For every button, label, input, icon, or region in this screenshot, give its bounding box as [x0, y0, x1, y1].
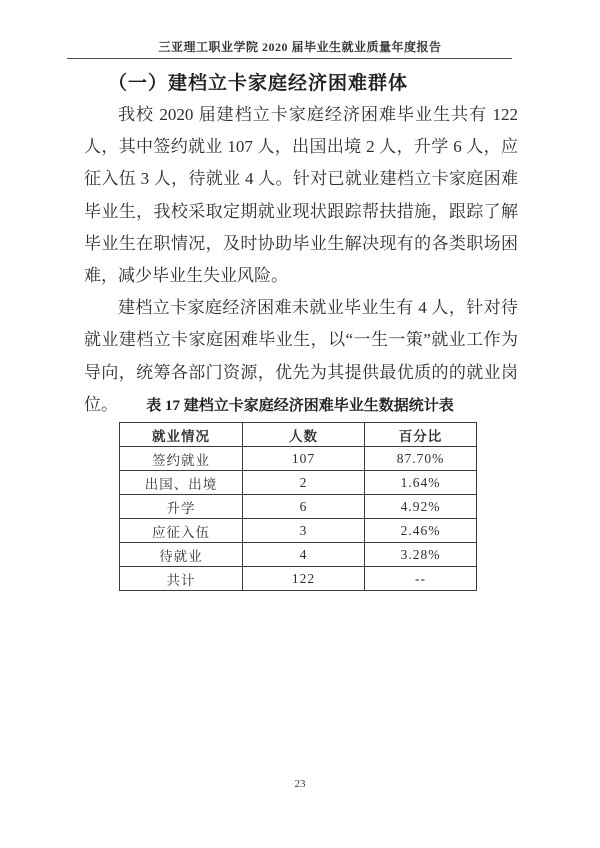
cell-count: 122	[243, 567, 365, 591]
cell-count: 3	[243, 519, 365, 543]
paragraph-2: 建档立卡家庭经济困难未就业毕业生有 4 人，针对待就业建档立卡家庭困难毕业生，以“一生一策”就业工作为导向，统筹各部门资源，优先为其提供最优质的的就业岗位。	[84, 298, 518, 414]
cell-category: 共计	[120, 567, 243, 591]
cell-percent: --	[365, 567, 477, 591]
table-row	[120, 519, 477, 543]
cell-category: 应征入伍	[120, 519, 243, 543]
cell-category: 升学	[120, 495, 243, 519]
body-text-block	[84, 99, 518, 421]
cell-category: 出国、出境	[120, 471, 243, 495]
table-row	[120, 471, 477, 495]
cell-count: 4	[243, 543, 365, 567]
table-caption: 表 17 建档立卡家庭经济困难毕业生数据统计表	[146, 398, 454, 414]
cell-percent: 3.28%	[365, 543, 477, 567]
page-number: 23	[294, 778, 306, 790]
cell-count: 6	[243, 495, 365, 519]
employment-data-table	[119, 422, 477, 591]
paragraph-1: 我校 2020 届建档立卡家庭经济困难毕业生共有 122 人，其中签约就业 107 人，出国出境 2 人，升学 6 人，应征入伍 3 人，待就业 4 人。针对已就业建档立卡家庭困难毕业生，我校采取定期就业现状跟踪帮扶措施，跟踪了解毕业生在职情况，及时协助毕业生解决现有的各类职场困难，减少毕业生失业风险。	[84, 105, 518, 286]
table-row-total	[120, 567, 477, 591]
cell-percent: 4.92%	[365, 495, 477, 519]
cell-category: 待就业	[120, 543, 243, 567]
running-header: 三亚理工职业学院 2020 届毕业生就业质量年度报告	[158, 40, 442, 54]
table-row	[120, 543, 477, 567]
column-header-percentage: 百分比	[365, 423, 477, 447]
cell-percent: 87.70%	[365, 447, 477, 471]
cell-count: 2	[243, 471, 365, 495]
section-heading: （一）建档立卡家庭经济困难群体	[108, 73, 409, 94]
column-header-count: 人数	[243, 423, 365, 447]
cell-count: 107	[243, 447, 365, 471]
header-rule-divider	[67, 58, 512, 59]
table-header-row	[120, 423, 477, 447]
cell-category: 签约就业	[120, 447, 243, 471]
column-header-employment-status: 就业情况	[120, 423, 243, 447]
cell-percent: 1.64%	[365, 471, 477, 495]
cell-percent: 2.46%	[365, 519, 477, 543]
table-row	[120, 495, 477, 519]
table-row	[120, 447, 477, 471]
